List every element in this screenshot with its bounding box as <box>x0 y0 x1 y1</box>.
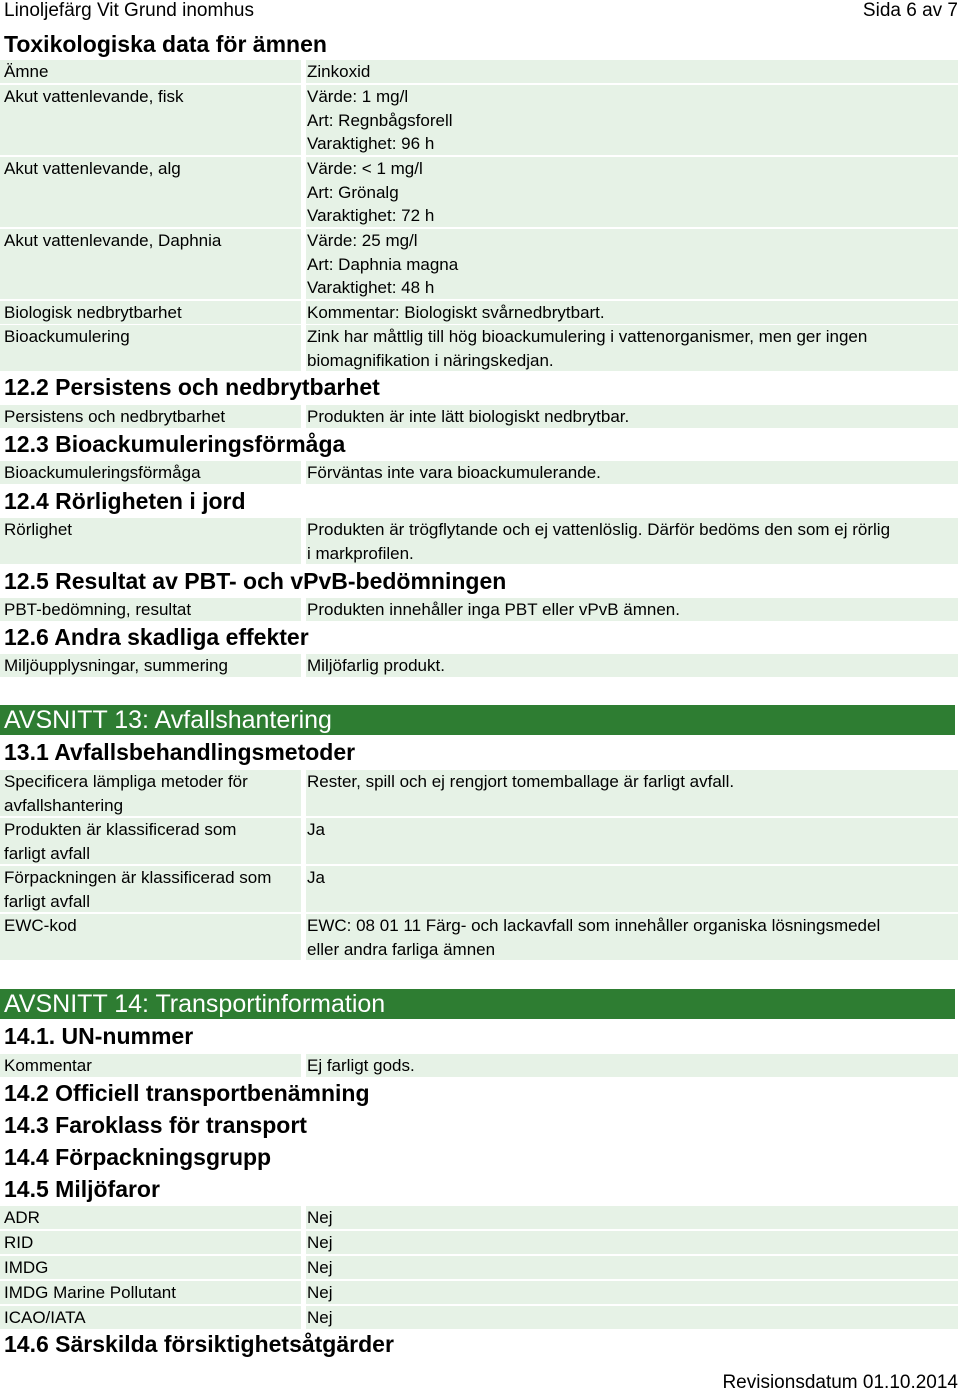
section-14-5-heading: 14.5 Miljöfaror <box>4 1176 160 1202</box>
product-hazardous-waste-value: Ja <box>306 818 958 864</box>
env-hazard-label-icao-iata: ICAO/IATA <box>0 1306 301 1329</box>
toxicology-heading: Toxikologiska data för ämnen <box>4 31 327 57</box>
tox-label-substance: Ämne <box>0 60 301 83</box>
section-14-2-heading: 14.2 Officiell transportbenämning <box>4 1080 370 1106</box>
tox-value-biodegradability: Kommentar: Biologiskt svårnedbrytbart. <box>306 301 958 324</box>
mobility-label: Rörlighet <box>0 518 301 564</box>
tox-label-algae: Akut vattenlevande, alg <box>0 157 301 227</box>
disposal-methods-label: Specificera lämpliga metoder för avfallshantering <box>0 770 301 816</box>
section-14-3-heading: 14.3 Faroklass för transport <box>4 1112 307 1138</box>
product-hazardous-waste-label: Produkten är klassificerad som farligt avfall <box>0 818 301 864</box>
section-13-1-heading: 13.1 Avfallsbehandlingsmetoder <box>4 739 356 765</box>
section-12-4-heading: 12.4 Rörligheten i jord <box>4 488 246 514</box>
env-hazard-label-rid: RID <box>0 1231 301 1254</box>
section-14-banner: AVSNITT 14: Transportinformation <box>0 989 955 1019</box>
section-14-6-heading: 14.6 Särskilda försiktighetsåtgärder <box>4 1331 394 1357</box>
document-title: Linoljefärg Vit Grund inomhus <box>4 0 254 21</box>
packaging-hazardous-waste-label: Förpackningen är klassificerad som farligt avfall <box>0 866 301 912</box>
bioaccumulative-potential-label: Bioackumuleringsförmåga <box>0 461 301 484</box>
env-hazard-label-imdg-marine-pollutant: IMDG Marine Pollutant <box>0 1281 301 1304</box>
section-13-banner: AVSNITT 13: Avfallshantering <box>0 705 955 735</box>
persistence-label: Persistens och nedbrytbarhet <box>0 405 301 428</box>
packaging-hazardous-waste-value: Ja <box>306 866 958 912</box>
env-hazard-value-imdg: Nej <box>306 1256 958 1279</box>
revision-date: Revisionsdatum 01.10.2014 <box>722 1372 958 1393</box>
env-hazard-value-imdg-marine-pollutant: Nej <box>306 1281 958 1304</box>
env-hazard-label-adr: ADR <box>0 1206 301 1229</box>
env-hazard-value-adr: Nej <box>306 1206 958 1229</box>
persistence-value: Produkten är inte lätt biologiskt nedbrytbar. <box>306 405 958 428</box>
tox-value-daphnia: Värde: 25 mg/l Art: Daphnia magna Varaktighet: 48 h <box>306 229 958 299</box>
un-number-value: Ej farligt gods. <box>306 1054 958 1077</box>
section-14-4-heading: 14.4 Förpackningsgrupp <box>4 1144 272 1170</box>
tox-label-bioaccumulation: Bioackumulering <box>0 325 301 371</box>
env-hazard-value-icao-iata: Nej <box>306 1306 958 1329</box>
tox-value-algae: Värde: < 1 mg/l Art: Grönalg Varaktighet: 72 h <box>306 157 958 227</box>
disposal-methods-value: Rester, spill och ej rengjort tomemballage är farligt avfall. <box>306 770 958 816</box>
tox-label-biodegradability: Biologisk nedbrytbarhet <box>0 301 301 324</box>
tox-label-fish: Akut vattenlevande, fisk <box>0 85 301 155</box>
env-hazard-label-imdg: IMDG <box>0 1256 301 1279</box>
section-12-6-heading: 12.6 Andra skadliga effekter <box>4 624 309 650</box>
tox-value-bioaccumulation: Zink har måttlig till hög bioackumulering i vattenorganismer, men ger ingen biomagnifikation i näringskedjan. <box>306 325 958 371</box>
tox-value-fish: Värde: 1 mg/l Art: Regnbågsforell Varaktighet: 96 h <box>306 85 958 155</box>
pbt-value: Produkten innehåller inga PBT eller vPvB ämnen. <box>306 598 958 621</box>
tox-value-substance: Zinkoxid <box>306 60 958 83</box>
pbt-label: PBT-bedömning, resultat <box>0 598 301 621</box>
environment-summary-label: Miljöupplysningar, summering <box>0 654 301 677</box>
un-number-label: Kommentar <box>0 1054 301 1077</box>
bioaccumulative-potential-value: Förväntas inte vara bioackumulerande. <box>306 461 958 484</box>
ewc-code-label: EWC-kod <box>0 914 301 960</box>
tox-label-daphnia: Akut vattenlevande, Daphnia <box>0 229 301 299</box>
section-12-5-heading: 12.5 Resultat av PBT- och vPvB-bedömningen <box>4 568 507 594</box>
env-hazard-value-rid: Nej <box>306 1231 958 1254</box>
ewc-code-value: EWC: 08 01 11 Färg- och lackavfall som innehåller organiska lösningsmedel eller andra farliga ämnen <box>306 914 958 960</box>
environment-summary-value: Miljöfarlig produkt. <box>306 654 958 677</box>
mobility-value: Produkten är trögflytande och ej vattenlöslig. Därför bedöms den som ej rörlig i markprofilen. <box>306 518 958 564</box>
section-14-1-heading: 14.1. UN-nummer <box>4 1023 194 1049</box>
section-12-2-heading: 12.2 Persistens och nedbrytbarhet <box>4 374 380 400</box>
section-12-3-heading: 12.3 Bioackumuleringsförmåga <box>4 431 346 457</box>
page-number: Sida 6 av 7 <box>862 0 958 21</box>
